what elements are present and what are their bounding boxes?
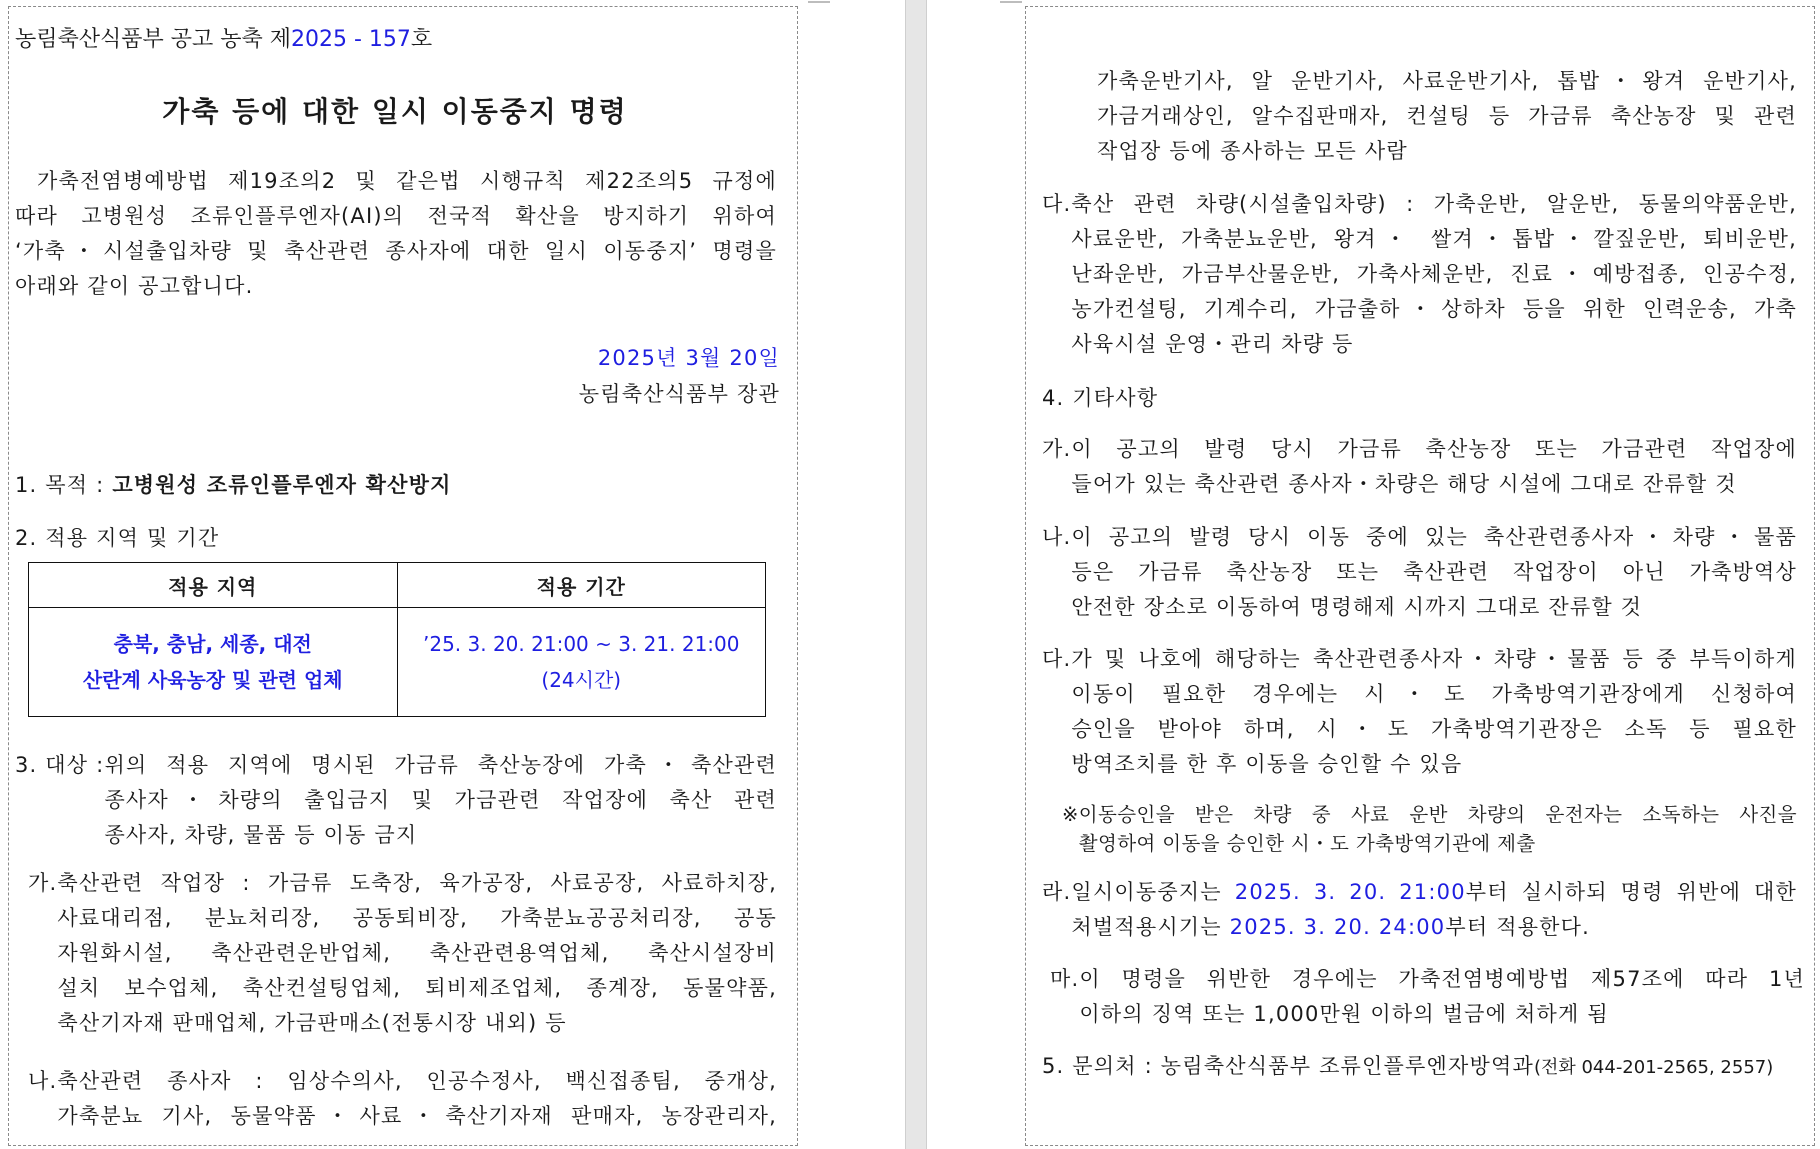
text-segment: 처벌적용시기는 xyxy=(1071,915,1230,939)
item-line: 작업장 등에 종사하는 모든 사람 xyxy=(1097,139,1408,163)
item-line: 축산기자재 판매업체, 가금판매소(전통시장 내외) 등 xyxy=(57,1011,567,1035)
item-label: 다. xyxy=(1042,647,1072,671)
text-segment: 부터 적용한다. xyxy=(1445,915,1591,939)
target-line: 종사자, 차량, 물품 등 이동 금지 xyxy=(104,823,418,847)
region-cell xyxy=(29,608,398,717)
note-text xyxy=(1079,800,1797,858)
item-line: 이 공고의 발령 당시 이동 중에 있는 축산관련종사자・차량・물품 xyxy=(1071,525,1797,549)
section-contact xyxy=(1042,1049,1773,1085)
issuer: 농림축산식품부 장관 xyxy=(578,382,780,406)
item-line: 가축운반기사, 알 운반기사, 사료운반기사, 톱밥・왕겨 운반기사, xyxy=(1097,69,1797,93)
note-line: 촬영하여 이동을 승인한 시・도 가축방역기관에 제출 xyxy=(1078,832,1536,855)
item-line: 이 공고의 발령 당시 가금류 축산농장 또는 가금관련 작업장에 xyxy=(1071,437,1797,461)
item-label: 라. xyxy=(1042,880,1072,904)
item-label: 나. xyxy=(28,1069,58,1093)
etc-item-effective-time xyxy=(1042,875,1797,945)
item-text xyxy=(1071,642,1797,782)
table-header: 적용 기간 xyxy=(397,563,766,608)
item-line xyxy=(1071,910,1797,945)
etc-item-approval xyxy=(1042,642,1797,782)
item-line: 등은 가금류 축산농장 또는 축산관련 작업장이 아닌 가축방역상 xyxy=(1071,560,1797,584)
contact-phone: (전화 044-201-2565, 2557) xyxy=(1533,1057,1774,1078)
note-line: 이동승인을 받은 차량 중 사료 운반 차량의 운전자는 소독하는 사진을 xyxy=(1078,803,1797,826)
text-segment: 일시이동중지는 xyxy=(1071,880,1235,904)
target-line: 위의 적용 지역에 명시된 가금류 축산농장에 가축・축산관련 xyxy=(104,753,777,777)
purpose-value: 고병원성 조류인플루엔자 확산방지 xyxy=(112,473,452,497)
item-text xyxy=(1079,962,1805,1032)
item-workers xyxy=(28,1064,777,1134)
notice-prefix: 농림축산식품부 공고 농축 제 xyxy=(15,27,292,52)
target-text xyxy=(104,748,777,853)
item-line: 이동이 필요한 경우에는 시・도 가축방역기관장에게 신청하여 xyxy=(1071,682,1797,706)
contact-label: 5. 문의처 : 농림축산식품부 조류인플루엔자방역과 xyxy=(1042,1054,1534,1078)
section-target xyxy=(15,748,777,853)
note-disinfection-photo xyxy=(1062,800,1797,858)
item-workplace xyxy=(28,866,777,1041)
item-line: 방역조치를 한 후 이동을 승인할 수 있음 xyxy=(1071,752,1463,776)
item-line: 승인을 받아야 하며, 시・도 가축방역기관장은 소독 등 필요한 xyxy=(1071,717,1797,741)
page-corner-mark xyxy=(1000,1,1022,3)
item-text xyxy=(1071,432,1797,502)
item-line: 사육시설 운영・관리 차량 등 xyxy=(1071,332,1354,356)
item-text xyxy=(57,866,777,1041)
item-line: 축산 관련 차량(시설출입차량) : 가축운반, 알운반, 동물의약품운반, xyxy=(1071,192,1797,216)
item-line: 안전한 장소로 이동하여 명령해제 시까지 그대로 잔류할 것 xyxy=(1071,595,1643,619)
page-corner-mark xyxy=(808,1,830,3)
item-line: 축산관련 종사자 : 임상수의사, 인공수정사, 백신접종팀, 중개상, xyxy=(57,1069,777,1093)
section-etc: 4. 기타사항 xyxy=(1042,386,1159,410)
item-workers-continued xyxy=(1097,64,1797,169)
page-gutter xyxy=(905,0,927,1149)
section-region-period: 2. 적용 지역 및 기간 xyxy=(15,526,220,550)
item-text xyxy=(57,1064,777,1134)
intro-paragraph xyxy=(15,164,777,304)
item-line: 난좌운반, 가금부산물운반, 가축사체운반, 진료・예방접종, 인공수정, xyxy=(1071,262,1797,286)
item-line: 들어가 있는 축산관련 종사자・차량은 해당 시설에 그대로 잔류할 것 xyxy=(1071,472,1737,496)
notice-suffix: 호 xyxy=(410,27,433,52)
issue-date: 2025년 3월 20일 xyxy=(597,346,780,370)
region-line: 충북, 충남, 세종, 대전 xyxy=(113,632,312,656)
etc-item-stay xyxy=(1042,432,1797,502)
penalty-time: 2025. 3. 20. 24:00 xyxy=(1229,915,1446,939)
item-line: 이하의 징역 또는 1,000만원 이하의 벌금에 처하게 됨 xyxy=(1079,1002,1609,1026)
item-line xyxy=(1071,875,1797,910)
region-line: 산란계 사육농장 및 관련 업체 xyxy=(82,668,343,692)
item-vehicles xyxy=(1042,187,1797,362)
note-mark: ※ xyxy=(1062,803,1079,826)
item-label: 나. xyxy=(1042,525,1072,549)
item-line: 축산관련 작업장 : 가금류 도축장, 육가공장, 사료공장, 사료하치장, xyxy=(57,871,777,895)
period-cell xyxy=(397,608,766,717)
item-line: 농가컨설팅, 기계수리, 가금출하・상하차 등을 위한 인력운송, 가축 xyxy=(1071,297,1797,321)
notice-number xyxy=(15,22,432,53)
item-line: 사료운반, 가축분뇨운반, 왕겨・ 쌀겨・톱밥・깔짚운반, 퇴비운반, xyxy=(1071,227,1797,251)
start-time: 2025. 3. 20. 21:00 xyxy=(1234,880,1466,904)
item-line: 가축분뇨 기사, 동물약품・사료・축산기자재 판매자, 농장관리자, xyxy=(57,1104,777,1128)
intro-line: 따라 고병원성 조류인플루엔자(AI)의 전국적 확산을 방지하기 위하여 xyxy=(15,204,777,228)
item-line: 사료대리점, 분뇨처리장, 공동퇴비장, 가축분뇨공공처리장, 공동 xyxy=(57,906,777,930)
item-line: 설치 보수업체, 축산컨설팅업체, 퇴비제조업체, 종계장, 동물약품, xyxy=(57,976,777,1000)
item-label: 가. xyxy=(1042,437,1072,461)
item-label: 마. xyxy=(1050,967,1080,991)
item-text xyxy=(1071,520,1797,625)
intro-line: 아래와 같이 공고합니다. xyxy=(15,274,254,298)
notice-number-value: 2025 - 157 xyxy=(291,27,411,52)
item-label: 다. xyxy=(1042,192,1072,216)
document-title: 가축 등에 대한 일시 이동중지 명령 xyxy=(162,95,628,128)
section-label: 1. 목적 : xyxy=(15,473,113,497)
region-period-table xyxy=(28,562,766,717)
etc-item-penalty xyxy=(1050,962,1805,1032)
section-label: 3. 대상 : xyxy=(15,753,105,777)
period-line: ’25. 3. 20. 21:00 ~ 3. 21. 21:00 xyxy=(423,632,740,656)
item-line: 가금거래상인, 알수집판매자, 컨설팅 등 가금류 축산농장 및 관련 xyxy=(1097,104,1797,128)
period-line: (24시간) xyxy=(541,668,622,692)
item-text xyxy=(1071,875,1797,945)
item-line: 이 명령을 위반한 경우에는 가축전염병예방법 제57조에 따라 1년 xyxy=(1079,967,1805,991)
intro-line: 가축전염병예방법 제19조의2 및 같은법 시행규칙 제22조의5 규정에 xyxy=(37,169,777,193)
item-line: 가 및 나호에 해당하는 축산관련종사자・차량・물품 등 중 부득이하게 xyxy=(1071,647,1797,671)
table-header: 적용 지역 xyxy=(29,563,398,608)
text-segment: 부터 실시하되 명령 위반에 대한 xyxy=(1465,880,1798,904)
item-label: 가. xyxy=(28,871,58,895)
section-purpose xyxy=(15,468,452,503)
item-line: 자원화시설, 축산관련운반업체, 축산관련용역업체, 축산시설장비 xyxy=(57,941,777,965)
item-text xyxy=(1071,187,1797,362)
target-line: 종사자・차량의 출입금지 및 가금관련 작업장에 축산 관련 xyxy=(104,788,777,812)
etc-item-moving xyxy=(1042,520,1797,625)
intro-line: ‘가축・시설출입차량 및 축산관련 종사자에 대한 일시 이동중지’ 명령을 xyxy=(15,239,777,263)
